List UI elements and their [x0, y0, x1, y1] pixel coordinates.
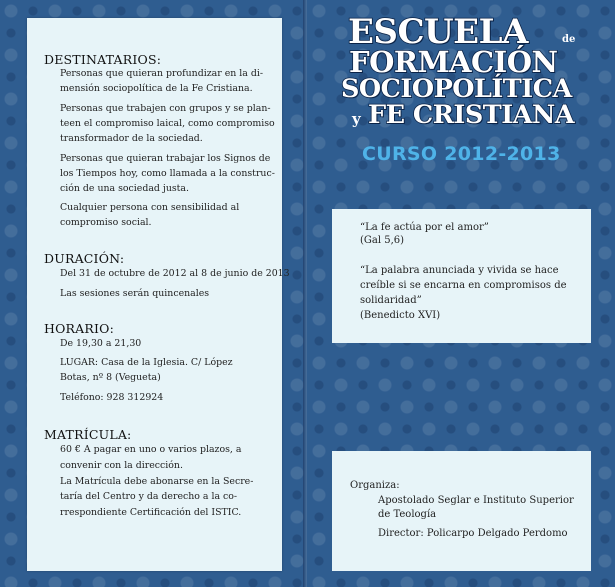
director-name: Director: Policarpo Delgado Perdomo	[378, 528, 568, 539]
title-fe-cristiana: FE CRISTIANA	[368, 100, 575, 130]
matricula-line: taría del Centro y da derecho a la co-	[60, 491, 238, 502]
matricula-line: rrespondiente Certificación del ISTIC.	[60, 507, 242, 518]
horario-phone: Teléfono: 928 312924	[60, 392, 164, 403]
matricula-line: 60 € A pagar en uno o varios plazos, a	[60, 444, 242, 455]
organizer-name: Apostolado Seglar e Instituto Superior	[378, 495, 574, 506]
quote-1-ref: (Gal 5,6)	[360, 235, 405, 246]
title-escuela: ESCUELA	[348, 12, 528, 52]
quote-2-ref: (Benedicto XVI)	[360, 310, 441, 321]
destinatarios-line: transformador de la sociedad.	[60, 133, 203, 144]
quote-1-text: “La fe actúa por el amor”	[360, 222, 489, 233]
fold-line	[303, 0, 307, 587]
organizer-name: de Teología	[378, 509, 437, 520]
destinatarios-line: compromiso social.	[60, 217, 152, 228]
destinatarios-line: los Tiempos hoy, como llamada a la construc-	[60, 168, 275, 179]
destinatarios-line: Personas que quieran profundizar en la di-	[60, 68, 263, 79]
destinatarios-line: Cualquier persona con sensibilidad al	[60, 202, 240, 213]
destinatarios-line: teen el compromiso laical, como compromiso	[60, 118, 275, 129]
horario-place: Botas, nº 8 (Vegueta)	[60, 372, 161, 383]
quote-2-line: “La palabra anunciada y vivida se hace	[360, 265, 559, 276]
quote-2-line: solidaridad”	[360, 295, 422, 306]
matricula-title: MATRÍCULA:	[44, 427, 132, 442]
organiza-label: Organiza:	[350, 480, 400, 491]
matricula-line: convenir con la dirección.	[60, 460, 183, 471]
destinatarios-line: Personas que trabajen con grupos y se plan-	[60, 103, 271, 114]
duracion-dates: Del 31 de octubre de 2012 al 8 de junio de 2013	[60, 268, 290, 279]
organizer-card	[332, 451, 591, 571]
duracion-frequency: Las sesiones serán quincenales	[60, 288, 210, 299]
title-formacion: FORMACIÓN	[349, 45, 558, 79]
quote-2-line: creíble si se encarna en compromisos de	[360, 280, 567, 291]
destinatarios-line: ción de una sociedad justa.	[60, 183, 190, 194]
info-card	[27, 18, 290, 571]
duracion-title: DURACIÓN:	[44, 251, 125, 266]
title-de: de	[562, 34, 576, 45]
quotes-card	[332, 209, 591, 343]
destinatarios-line: mensión sociopolítica de la Fe Cristiana.	[60, 83, 253, 94]
destinatarios-line: Personas que quieran trabajar los Signos de	[60, 153, 271, 164]
horario-place: LUGAR: Casa de la Iglesia. C/ López	[60, 357, 233, 368]
horario-time: De 19,30 a 21,30	[60, 338, 142, 349]
title-sociopolitica: SOCIOPOLÍTICA	[341, 74, 572, 104]
matricula-line: La Matrícula debe abonarse en la Secre-	[60, 476, 254, 487]
destinatarios-title: DESTINATARIOS:	[44, 52, 162, 67]
horario-title: HORARIO:	[44, 321, 114, 336]
curso-label: CURSO 2012-2013	[362, 143, 561, 165]
title-y: y	[352, 110, 361, 128]
